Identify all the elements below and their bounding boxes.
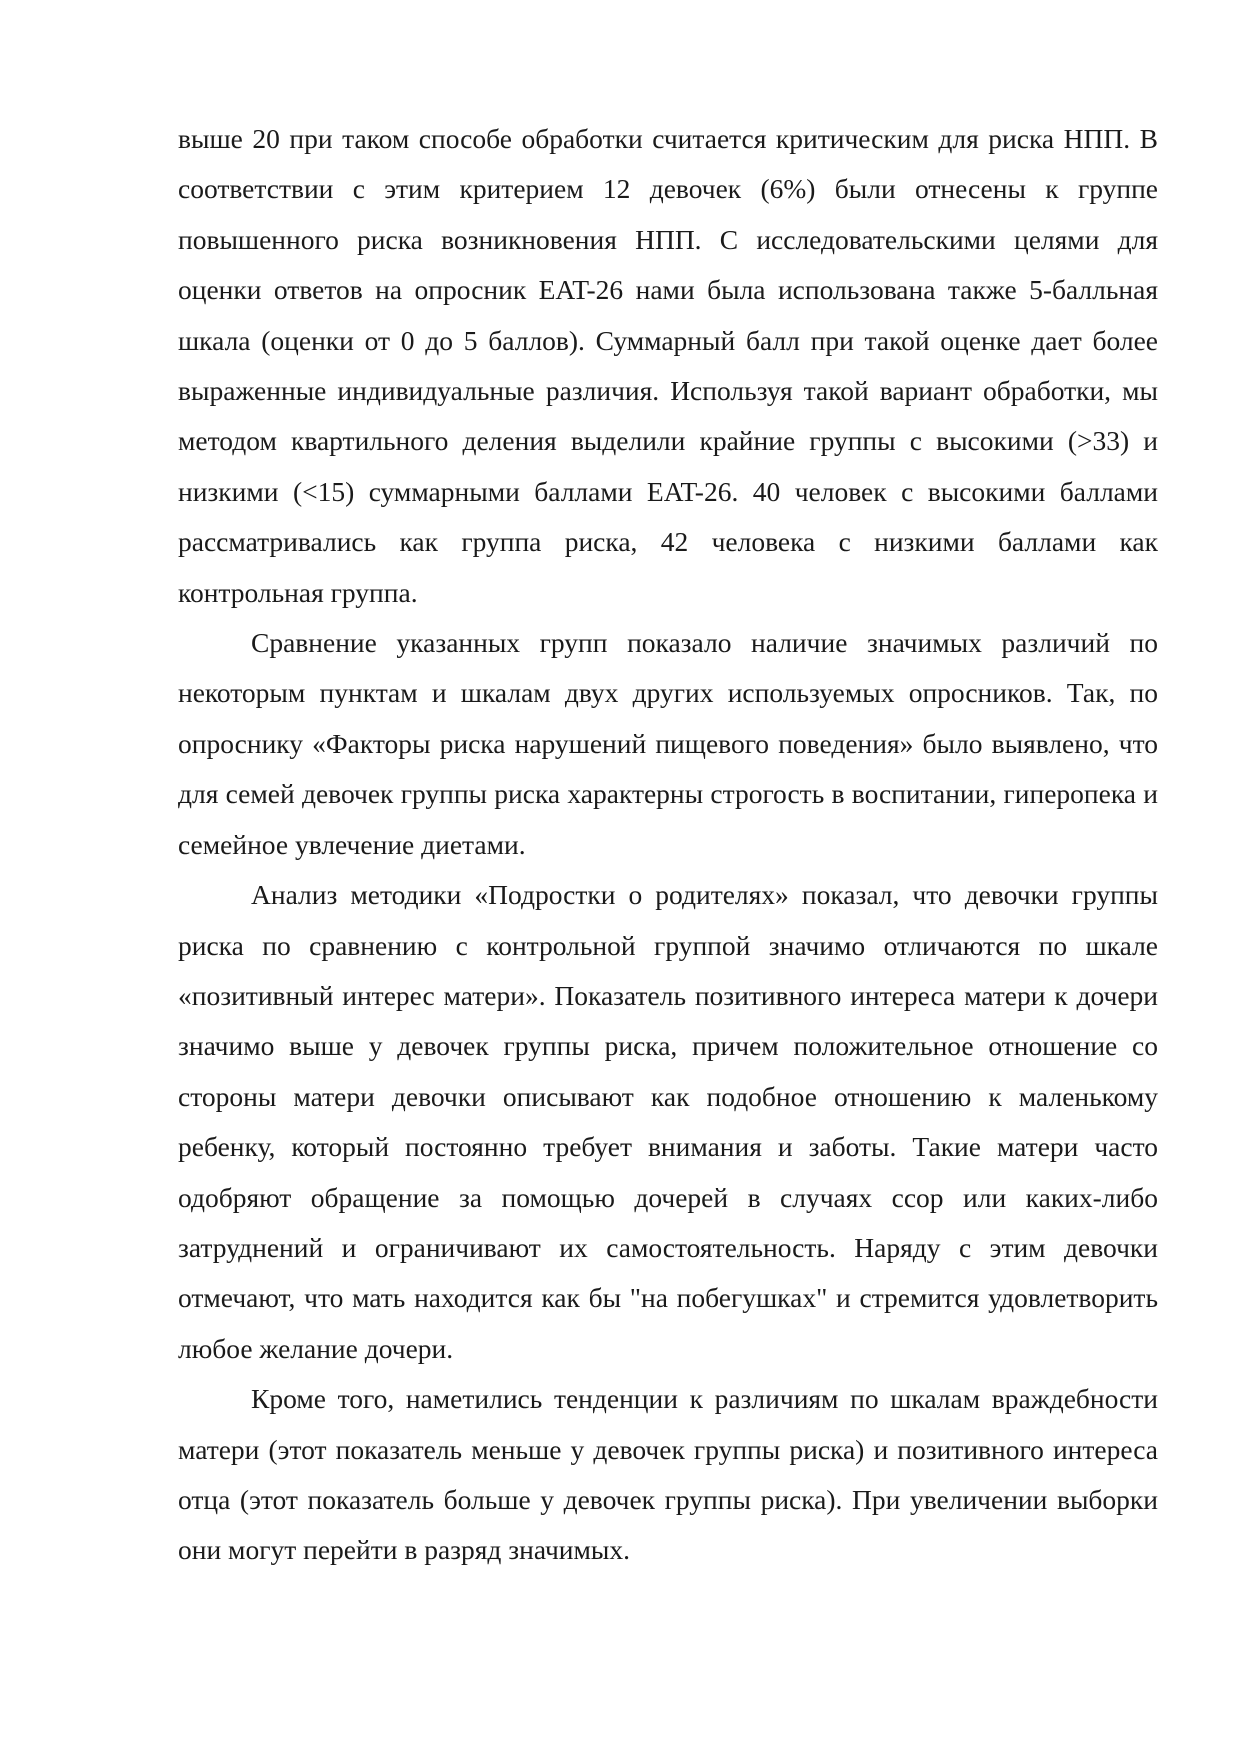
paragraph-continuation: выше 20 при таком способе обработки считается критическим для риска НПП. В соответствии с этим критерием 12 девочек (6%) были отнесены к группе повышенного риска возникновения НПП. С исследовательскими целями для оценки ответов на опросник EAT-26 нами была использована также 5-балльная шкала (оценки от 0 до 5 баллов). Суммарный балл при такой оценке дает более выраженные индивидуальные различия. Используя такой вариант обработки, мы методом квартильного деления выделили крайние группы с высокими (>33) и низкими (<15) суммарными баллами EAT-26. 40 человек с высокими баллами рассматривались как группа риска, 42 человека с низкими баллами как контрольная группа.: [178, 123, 1158, 608]
paragraph-parents-method: Анализ методики «Подростки о родителях» показал, что девочки группы риска по сравнению с контрольной группой значимо отличаются по шкале «позитивный интерес матери». Показатель позитивного интереса матери к дочери значимо выше у девочек группы риска, причем положительное отношение со стороны матери девочки описывают как подобное отношению к маленькому ребенку, который постоянно требует внимания и заботы. Такие матери часто одобряют обращение за помощью дочерей в случаях ссор или каких-либо затруднений и ограничивают их самостоятельность. Наряду с этим девочки отмечают, что мать находится как бы "на побегушках" и стремится удовлетворить любое желание дочери.: [178, 879, 1158, 1364]
body-text: [178, 114, 1158, 1576]
paragraph-group-comparison: Сравнение указанных групп показало наличие значимых различий по некоторым пунктам и шкалам двух других используемых опросников. Так, по опроснику «Факторы риска нарушений пищевого поведения» было выявлено, что для семей девочек группы риска характерны строгость в воспитании, гиперопека и семейное увлечение диетами.: [178, 627, 1158, 860]
paragraph-tendencies: Кроме того, наметились тенденции к различиям по шкалам враждебности матери (этот показатель меньше у девочек группы риска) и позитивного интереса отца (этот показатель больше у девочек группы риска). При увеличении выборки они могут перейти в разряд значимых.: [178, 1383, 1158, 1566]
